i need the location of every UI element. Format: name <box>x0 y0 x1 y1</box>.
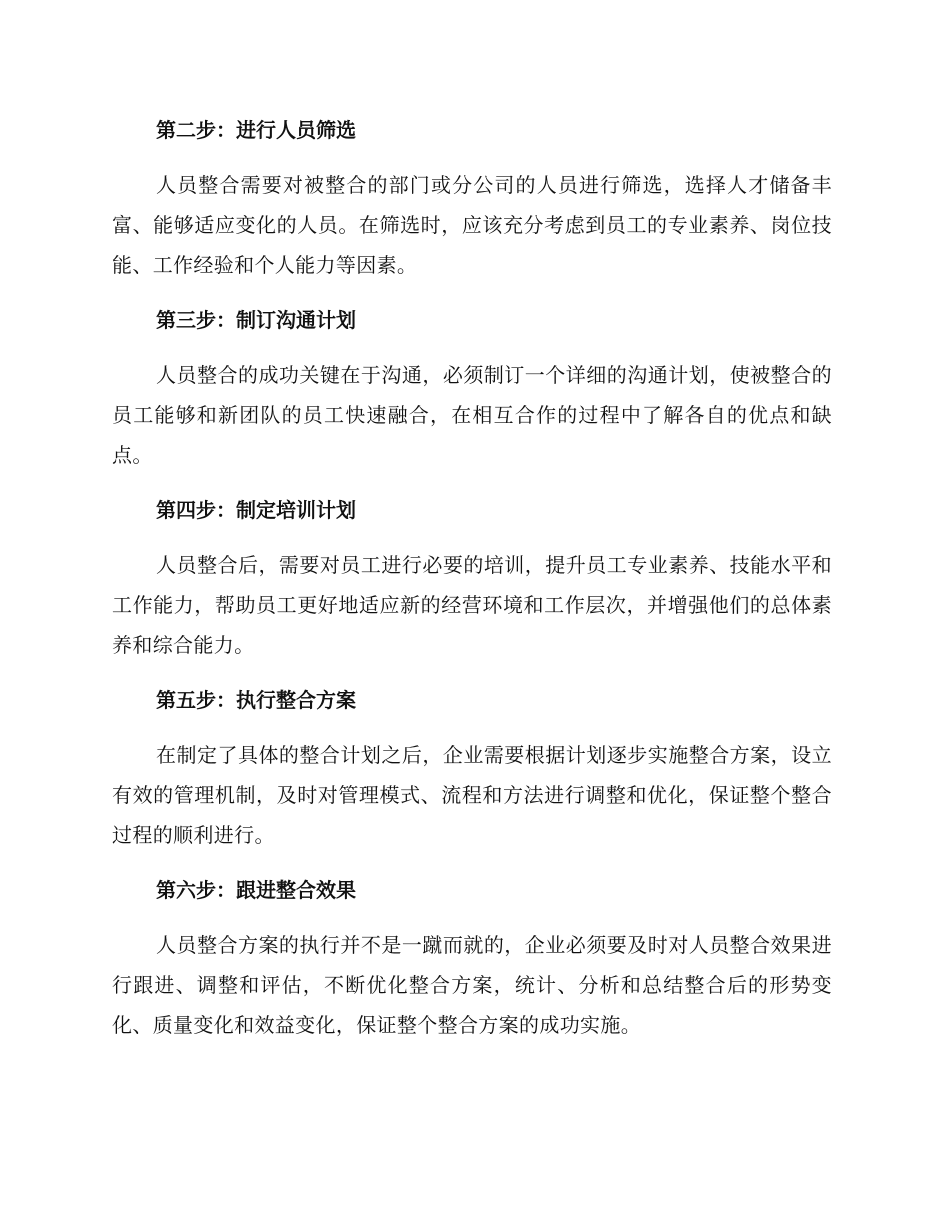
section-title-step-6: 第六步：跟进整合效果 <box>156 878 356 902</box>
section-title-step-2: 第二步：进行人员筛选 <box>156 118 356 142</box>
section-body-step-2: 人员整合需要对被整合的部门或分公司的人员进行筛选，选择人才储备丰富、能够适应变化的人员。在筛选时，应该充分考虑到员工的专业素养、岗位技能、工作经验和个人能力等因素。 <box>112 173 832 277</box>
section-body-step-6: 人员整合方案的执行并不是一蹴而就的，企业必须要及时对人员整合效果进行跟进、调整和评估，不断优化整合方案，统计、分析和总结整合后的形势变化、质量变化和效益变化，保证整个整合方案的成功实施。 <box>112 933 832 1037</box>
section-title-step-3: 第三步：制订沟通计划 <box>156 308 356 332</box>
section-title-step-4: 第四步：制定培训计划 <box>156 498 356 522</box>
section-body-step-3: 人员整合的成功关键在于沟通，必须制订一个详细的沟通计划，使被整合的员工能够和新团队的员工快速融合，在相互合作的过程中了解各自的优点和缺点。 <box>112 363 832 467</box>
section-body-step-5: 在制定了具体的整合计划之后，企业需要根据计划逐步实施整合方案，设立有效的管理机制，及时对管理模式、流程和方法进行调整和优化，保证整个整合过程的顺利进行。 <box>112 743 832 847</box>
section-body-step-4: 人员整合后，需要对员工进行必要的培训，提升员工专业素养、技能水平和工作能力，帮助员工更好地适应新的经营环境和工作层次，并增强他们的总体素养和综合能力。 <box>112 553 832 657</box>
document-content <box>112 110 832 1060</box>
section-title-step-5: 第五步：执行整合方案 <box>156 688 356 712</box>
